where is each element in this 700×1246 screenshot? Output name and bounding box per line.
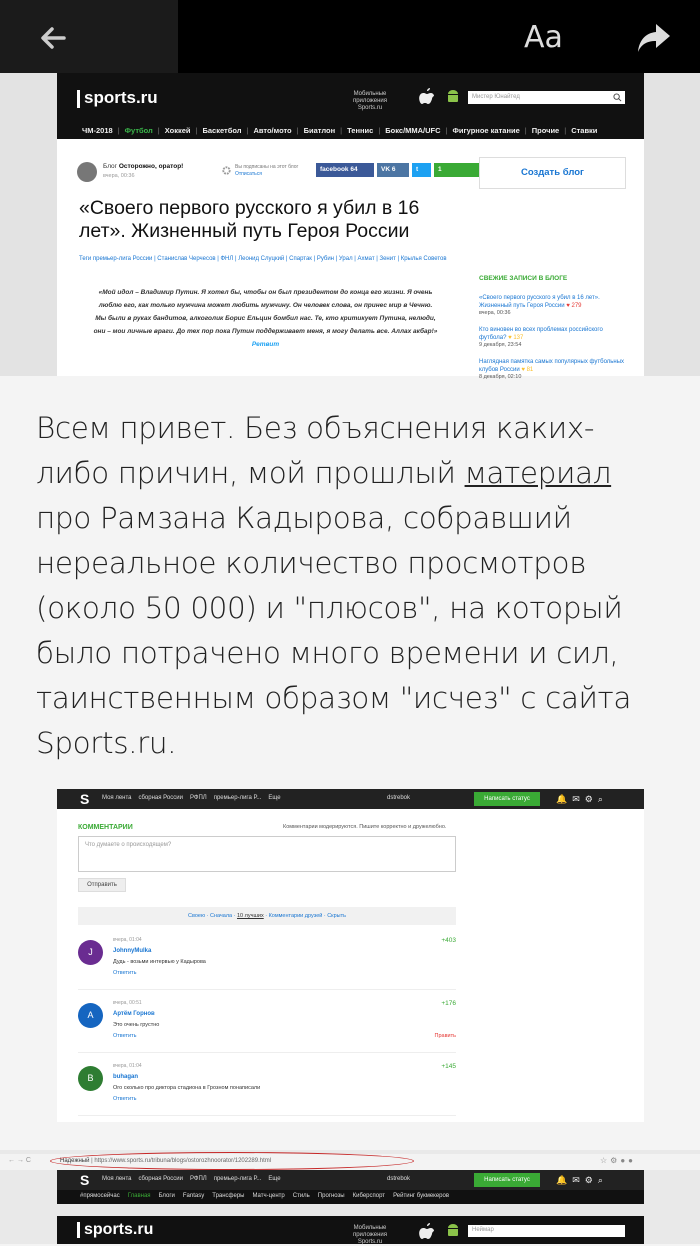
sidebar-post[interactable] [479,358,626,380]
blog-time: вчера, 00:36 [103,173,135,179]
red-highlight-oval [50,1152,414,1170]
reader-toolbar [0,0,700,73]
nav-item[interactable]: сборная России [138,1176,183,1182]
nav-item[interactable]: Рейтинг букмекеров [393,1193,450,1199]
page-url[interactable]: Надежный | https://www.sports.ru/tribuna/blogs/ostorozhnoorator/1202289.html [60,1158,272,1164]
retweet-link[interactable]: Ретвит [251,341,280,348]
site-header [57,73,644,139]
comment-time: вчера, 01:04 [113,937,142,943]
comments-title: КОММЕНТАРИИ [78,824,133,831]
top-nav [102,795,288,801]
blog-name[interactable]: Блог Осторожно, оратор! [103,163,184,170]
avatar[interactable]: J [78,940,103,965]
ok-share-button[interactable]: 1 [434,163,479,177]
browser-extension-icons[interactable]: ☆⚙●● [600,1156,637,1165]
search-input[interactable]: Мистер Юнайтед [468,91,625,104]
font-size-button[interactable]: Aa [524,20,563,55]
comment-score: +176 [441,1000,456,1007]
avatar[interactable]: B [78,1066,103,1091]
comment-author[interactable]: JohnnyMulka [113,948,152,954]
sidebar-post[interactable] [479,294,626,316]
address-bar[interactable] [0,1154,700,1170]
subscription-status: Вы подписаны на этот блог Отписаться [235,164,299,177]
reply-link[interactable]: Ответить [113,1096,137,1102]
screenshot-browser-url [0,1150,700,1244]
facebook-share-button[interactable]: facebook 64 [316,163,374,177]
nav-item[interactable]: Киберспорт [352,1193,386,1199]
screenshot-comments [57,789,644,1122]
android-icon [445,89,461,105]
edit-link[interactable]: Править [434,1033,456,1039]
comment-item [78,932,456,990]
username[interactable]: dstrebok [387,1176,411,1182]
nav-item[interactable]: Футбол [124,125,153,135]
back-arrow-icon[interactable] [34,18,74,58]
moderation-note: Комментарии модерируются. Пишите корректно и дружелюбно. [283,824,447,830]
nav-item[interactable]: Моя лента [102,795,132,801]
nav-item[interactable]: Баскетбол [202,125,242,135]
post-link[interactable]: «Своего первого русского я убил в 16 лет». Жизненный путь Героя России [479,295,600,309]
sidebar-post[interactable] [479,326,626,348]
avatar[interactable]: А [78,1003,103,1028]
top-nav [102,1176,288,1182]
site-header [57,1170,644,1190]
sports-s-logo: S [80,791,90,807]
article-text: Всем привет. Без объяснения каких-либо причин, мой прошлый материал про Рамзана Кадырова, собравший нереальное количество просмотров (около 50 000) и "плюсов", на который было потрачено много времени и сил, таинственным образом "исчез" с сайта Sports.ru. [36,411,632,760]
sports-logo: sports.ru [77,88,158,108]
gear-icon[interactable] [221,165,232,176]
sports-s-logo: S [80,1172,90,1188]
sport-nav: ЧМ-2018 | Футбол | Хоккей | Баскетбол | Авто/мото | Биатлон | Теннис | Бокс/MMA/UFC | Фигурное катание | Прочие | Ставки [82,125,598,135]
nav-item[interactable]: Fantasy [182,1193,205,1199]
nav-item[interactable]: премьер-лига Р... [213,795,262,801]
site-header [57,789,644,809]
article-page [57,139,644,380]
nav-item[interactable]: Фигурное катание [452,125,520,135]
header-icons[interactable]: 🔔✉⚙⌕ [556,1175,608,1185]
comment-filter[interactable]: Своею · Сначала · 10 лучших · Комментарии друзей · Скрыть [78,907,456,925]
nav-item[interactable]: РФПЛ [189,1176,207,1182]
post-likes: ♥ 81 [521,367,534,373]
mobile-apps-label: Мобильные приложения Sports.ru [352,91,388,111]
nav-item[interactable]: премьер-лига Р... [213,1176,262,1182]
nav-item[interactable]: Прогнозы [317,1193,345,1199]
logo-bar [57,1216,644,1244]
write-status-button[interactable]: Написать статус [474,1173,540,1187]
nav-item[interactable]: Хоккей [164,125,191,135]
comment-author[interactable]: Артём Горнов [113,1011,155,1017]
nav-item[interactable]: Блоги [158,1193,175,1199]
mobile-apps-label: Мобильные приложения Sports.ru [352,1225,388,1245]
blog-bar [77,156,460,188]
write-status-button[interactable]: Написать статус [474,792,540,806]
apple-icon [419,1222,435,1240]
nav-item[interactable]: Главная [127,1193,151,1199]
nav-item[interactable]: Матч-центр [252,1193,285,1199]
android-icon [445,1223,461,1239]
post-link[interactable]: Кто виновен во всех проблемах российского футбола? [479,327,603,341]
search-input[interactable]: Неймар [468,1225,625,1237]
nav-item[interactable]: Стиль [292,1193,310,1199]
create-blog-button[interactable]: Создать блог [479,157,626,189]
article-quote: «Мой идол – Владимир Путин. Я хотел бы, чтобы он был президентом до конца его жизни. Я очень люблю его, как только мужчина может любить мужчину. Он человек слова, он принес мир в Чечню. Мы были в руках бандитов, алкоголик Борис Ельцин бомбил нас. Те, кто критикует Путина, нелюди, они – мои личные враги. До тех пор пока Путин поддерживает меня, я могу делать все. Аллах акбар!» Ретвит [93,289,438,348]
twitter-share-button[interactable]: t [412,163,431,177]
post-date: 8 декабря, 02:10 [479,374,522,380]
fresh-posts-sidebar [479,275,626,390]
nav-item[interactable]: #прямосейчас [80,1193,120,1199]
nav-item[interactable]: Трансферы [212,1193,245,1199]
article-tags[interactable]: Теги премьер-лига России | Станислав Черчесов | ФНЛ | Леонид Слуцкий | Спартак | Рубин | Урал | Ахмат | Зенит | Крылья Советов [79,256,447,262]
nav-item[interactable]: Ставки [571,125,598,135]
nav-item[interactable]: Теннис [347,125,374,135]
nav-item[interactable]: ЧМ-2018 [82,125,113,135]
comment-score: +403 [441,937,456,944]
comment-text: Это очень грустно [113,1022,160,1028]
post-likes: ♥ 279 [566,303,582,309]
comment-input[interactable]: Что думаете о происходящем? [78,836,456,872]
sidebar-heading: СВЕЖИЕ ЗАПИСИ В БЛОГЕ [479,275,568,282]
section-nav [57,1190,644,1204]
comment-item [78,1058,456,1116]
post-likes: ♥ 137 [508,335,524,341]
sports-logo: sports.ru [77,1221,153,1239]
nav-item[interactable]: Бокс/MMA/UFC [385,125,441,135]
nav-item[interactable]: Еще [268,1176,281,1182]
post-date: 9 декабря, 23:54 [479,342,522,348]
reply-link[interactable]: Ответить [113,1033,137,1039]
post-link[interactable]: Наглядная памятка самых популярных футбольных клубов России [479,359,625,373]
nav-item[interactable]: Авто/мото [253,125,292,135]
username[interactable]: dstrebok [387,795,411,801]
comment-item [78,995,456,1053]
comment-author[interactable]: buhagan [113,1074,138,1080]
nav-item[interactable]: РФПЛ [189,795,207,801]
article-title: «Своего первого русского я убил в 16 лет». Жизненный путь Героя России [79,197,420,242]
blog-avatar [77,162,97,182]
unsubscribe-link[interactable]: Отписаться [235,171,262,177]
share-icon[interactable] [636,22,672,54]
reply-link[interactable]: Ответить [113,970,137,976]
nav-item[interactable]: Биатлон [303,125,336,135]
comment-time: вчера, 00:51 [113,1000,142,1006]
browser-nav-icons[interactable]: ← → C [8,1157,31,1164]
comment-time: вчера, 01:04 [113,1063,142,1069]
comment-score: +145 [441,1063,456,1070]
search-icon [613,93,622,102]
nav-item[interactable]: Моя лента [102,1176,132,1182]
comment-text: Дудь - возьми интервью у Кадырова [113,959,206,965]
nav-item[interactable]: Прочие [531,125,560,135]
nav-item[interactable]: Еще [268,795,281,801]
header-icons[interactable]: 🔔✉⚙⌕ [556,794,608,804]
apple-icon [419,87,435,105]
post-date: вчера, 00:36 [479,310,511,316]
screenshot-sports-article [0,73,700,380]
vk-share-button[interactable]: VK 6 [377,163,409,177]
toolbar-back-area [0,0,178,73]
nav-item[interactable]: сборная России [138,795,183,801]
material-link[interactable]: материал [464,456,612,490]
comment-text: Ого сколько про диктора стадиона в Грозном понаписали [113,1085,261,1091]
send-button[interactable]: Отправить [78,878,126,892]
